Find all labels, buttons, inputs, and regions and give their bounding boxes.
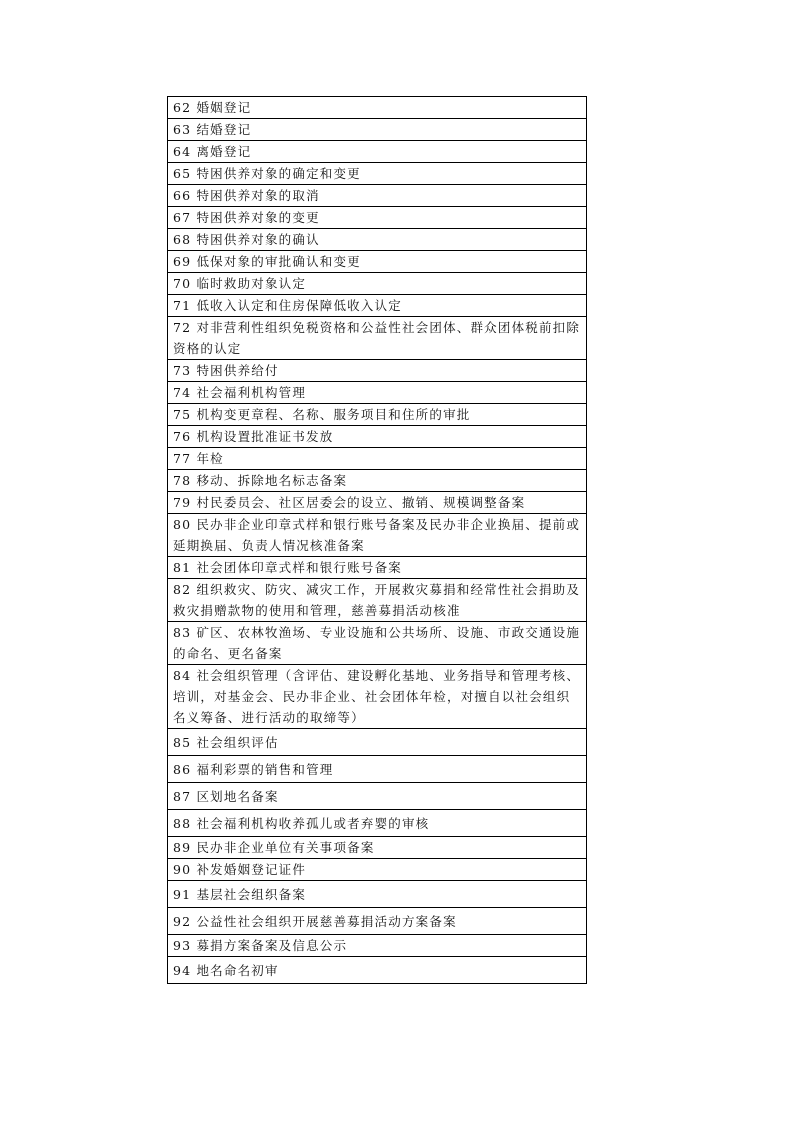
item-cell: 85 社会组织评估 (168, 729, 587, 756)
table-row (168, 514, 587, 557)
item-cell: 79 村民委员会、社区居委会的设立、撤销、规模调整备案 (168, 492, 587, 514)
table-row (168, 404, 587, 426)
item-cell: 78 移动、拆除地名标志备案 (168, 470, 587, 492)
table-row (168, 97, 587, 119)
table-row (168, 470, 587, 492)
item-cell: 76 机构设置批准证书发放 (168, 426, 587, 448)
item-cell: 65 特困供养对象的确定和变更 (168, 163, 587, 185)
item-cell: 93 募捐方案备案及信息公示 (168, 935, 587, 957)
item-cell: 73 特困供养给付 (168, 360, 587, 382)
item-cell: 91 基层社会组织备案 (168, 881, 587, 908)
table-row (168, 360, 587, 382)
item-cell: 69 低保对象的审批确认和变更 (168, 251, 587, 273)
table-row (168, 141, 587, 163)
table-row (168, 448, 587, 470)
table-row (168, 783, 587, 810)
item-cell: 84 社会组织管理（含评估、建设孵化基地、业务指导和管理考核、培训，对基金会、民办非企业、社会团体年检，对擅自以社会组织名义筹备、进行活动的取缔等） (168, 665, 587, 729)
table-row (168, 317, 587, 360)
item-cell: 77 年检 (168, 448, 587, 470)
item-cell: 92 公益性社会组织开展慈善募捐活动方案备案 (168, 908, 587, 935)
item-cell: 87 区划地名备案 (168, 783, 587, 810)
item-cell: 62 婚姻登记 (168, 97, 587, 119)
item-cell: 88 社会福利机构收养孤儿或者弃婴的审核 (168, 810, 587, 837)
table-row (168, 908, 587, 935)
item-cell: 63 结婚登记 (168, 119, 587, 141)
item-cell: 66 特困供养对象的取消 (168, 185, 587, 207)
item-cell: 90 补发婚姻登记证件 (168, 859, 587, 881)
table-row (168, 492, 587, 514)
item-cell: 81 社会团体印章式样和银行账号备案 (168, 557, 587, 579)
item-cell: 94 地名命名初审 (168, 957, 587, 984)
item-cell: 82 组织救灾、防灾、减灾工作，开展救灾募捐和经常性社会捐助及救灾捐赠款物的使用和管理，慈善募捐活动核准 (168, 579, 587, 622)
table-row (168, 622, 587, 665)
item-cell: 70 临时救助对象认定 (168, 273, 587, 295)
item-cell: 67 特困供养对象的变更 (168, 207, 587, 229)
table-row (168, 756, 587, 783)
table-row (168, 557, 587, 579)
item-cell: 83 矿区、农林牧渔场、专业设施和公共场所、设施、市政交通设施的命名、更名备案 (168, 622, 587, 665)
table-row (168, 382, 587, 404)
table-row (168, 665, 587, 729)
table-row (168, 810, 587, 837)
item-cell: 80 民办非企业印章式样和银行账号备案及民办非企业换届、提前或延期换届、负责人情况核准备案 (168, 514, 587, 557)
table-row (168, 426, 587, 448)
table-row (168, 119, 587, 141)
table-row (168, 229, 587, 251)
table-row (168, 881, 587, 908)
table-row (168, 295, 587, 317)
item-cell: 68 特困供养对象的确认 (168, 229, 587, 251)
item-cell: 75 机构变更章程、名称、服务项目和住所的审批 (168, 404, 587, 426)
item-cell: 64 离婚登记 (168, 141, 587, 163)
table-row (168, 207, 587, 229)
item-cell: 89 民办非企业单位有关事项备案 (168, 837, 587, 859)
item-cell: 72 对非营利性组织免税资格和公益性社会团体、群众团体税前扣除资格的认定 (168, 317, 587, 360)
table-row (168, 273, 587, 295)
table-row (168, 957, 587, 984)
items-table (167, 96, 587, 984)
table-row (168, 935, 587, 957)
table-row (168, 729, 587, 756)
table-row (168, 579, 587, 622)
table-row (168, 859, 587, 881)
table-row (168, 163, 587, 185)
table-row (168, 185, 587, 207)
table-row (168, 837, 587, 859)
table-row (168, 251, 587, 273)
item-cell: 86 福利彩票的销售和管理 (168, 756, 587, 783)
item-cell: 74 社会福利机构管理 (168, 382, 587, 404)
item-cell: 71 低收入认定和住房保障低收入认定 (168, 295, 587, 317)
